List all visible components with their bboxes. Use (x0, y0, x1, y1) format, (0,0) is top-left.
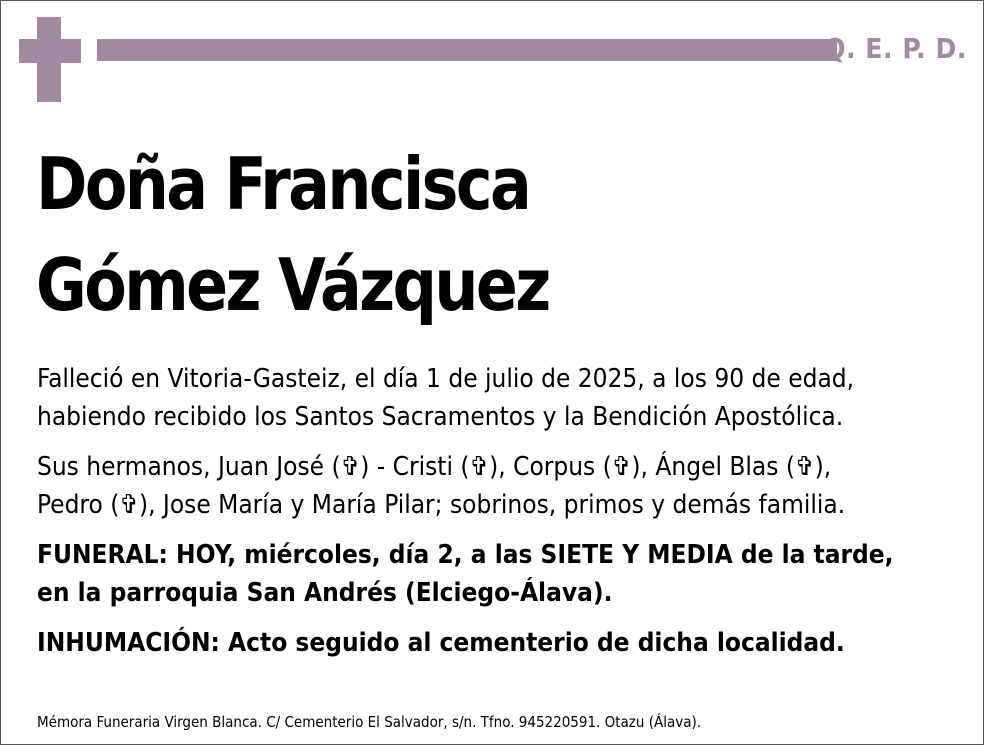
funeral-line1: FUNERAL: HOY, miércoles, día 2, a las SIETE Y MEDIA de la tarde, (37, 540, 894, 570)
death-notice (37, 360, 977, 436)
deceased-name-line2: Gómez Vázquez (36, 243, 549, 327)
cross-horizontal-bar (19, 39, 81, 63)
funeral-home-footer: Mémora Funeraria Virgen Blanca. C/ Cementerio El Salvador, s/n. Tfno. 945220591. Otazu (Álava). (37, 713, 702, 731)
family-text: Sus hermanos, Juan José ( (37, 452, 341, 482)
death-notice-line2: habiendo recibido los Santos Sacramentos y la Bendición Apostólica. (37, 402, 844, 432)
deceased-name (36, 134, 549, 336)
family-text: ), (814, 452, 832, 482)
obituary-body (37, 360, 977, 674)
family-list (37, 448, 977, 524)
qepd-badge: Q. E. P. D. (824, 32, 967, 65)
deceased-name-line1: Doña Francisca (36, 142, 530, 226)
cross-symbol-icon: ✞ (119, 490, 139, 520)
cross-symbol-icon: ✞ (469, 452, 490, 482)
cross-symbol-icon: ✞ (340, 452, 361, 482)
family-text: ), Jose María y María Pilar; sobrinos, primos y demás familia. (138, 490, 846, 520)
funeral-info (37, 536, 977, 612)
funeral-line2: en la parroquia San Andrés (Elciego-Álava). (37, 578, 613, 608)
family-text: Pedro ( (37, 490, 120, 520)
cross-symbol-icon: ✞ (795, 452, 815, 482)
family-text: ) - Cristi ( (360, 452, 470, 482)
family-text: ), Ángel Blas ( (631, 452, 796, 482)
burial-info: INHUMACIÓN: Acto seguido al cementerio de dicha localidad. (37, 628, 845, 658)
death-notice-line1: Falleció en Vitoria-Gasteiz, el día 1 de julio de 2025, a los 90 de edad, (37, 364, 855, 394)
header-rule (97, 39, 837, 61)
cross-symbol-icon: ✞ (611, 452, 632, 482)
family-text: ), Corpus ( (489, 452, 612, 482)
